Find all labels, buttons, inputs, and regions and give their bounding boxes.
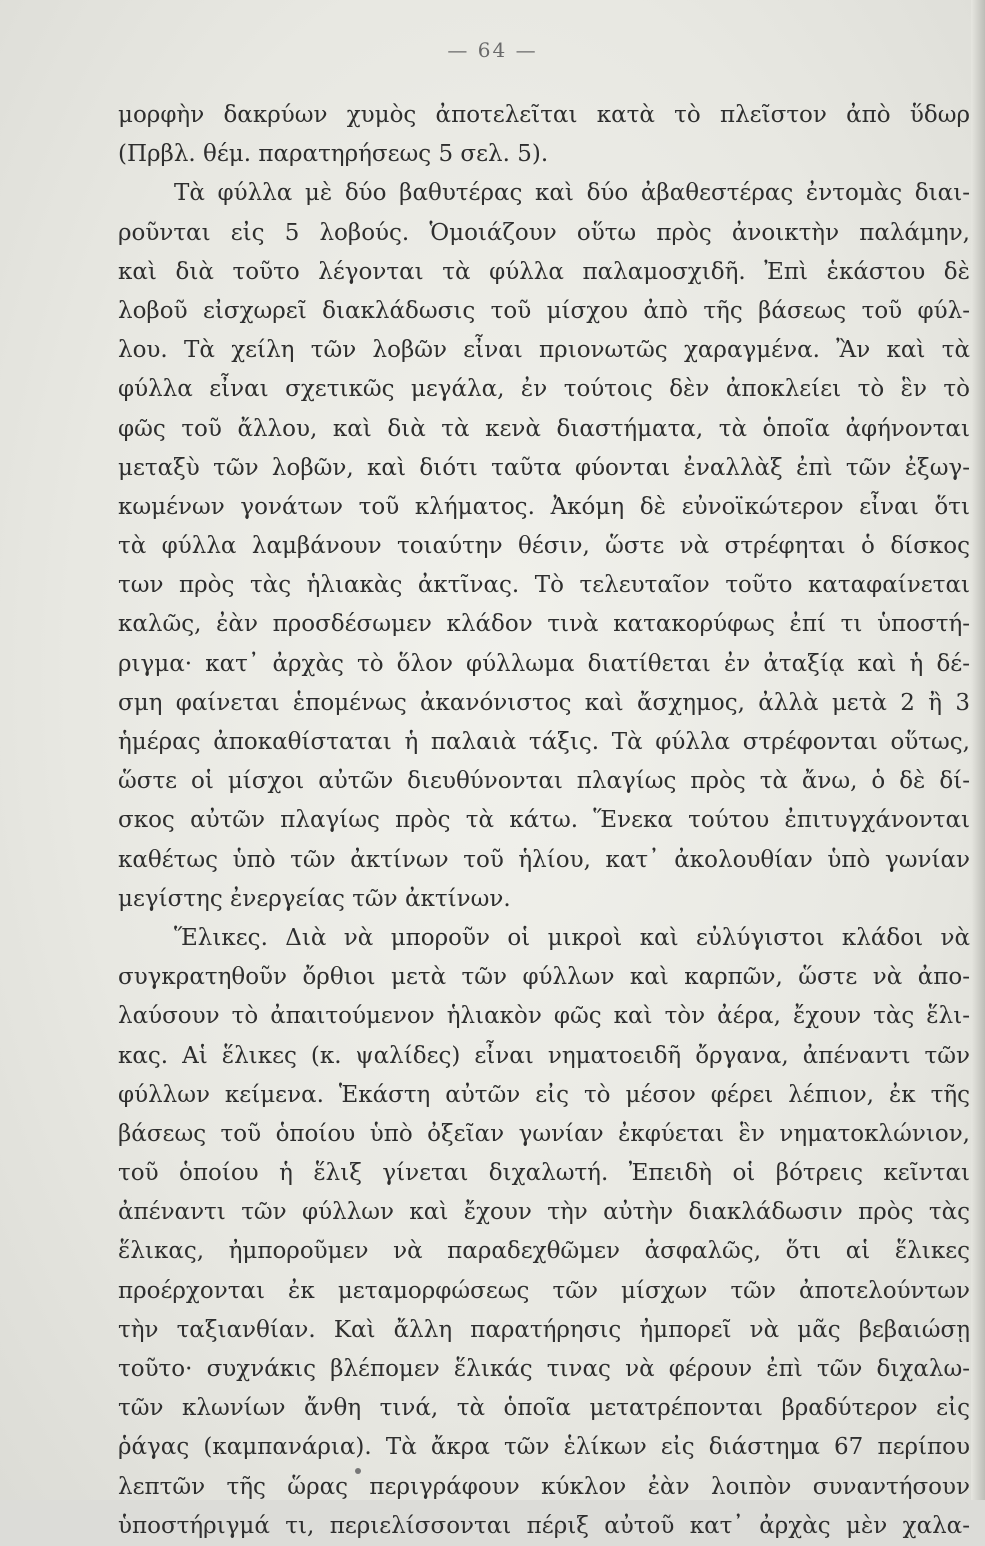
text-line: ὑποστήριγμά τι, περιελίσσονται πέριξ αὐτοῦ κατ᾽ ἀρχὰς μὲν χαλα-	[118, 1512, 970, 1539]
text-line: ἀπέναντι τῶν φύλλων καὶ ἔχουν τὴν αὐτὴν διακλάδωσιν πρὸς τὰς	[118, 1199, 970, 1226]
text-line: ὥστε οἱ μίσχοι αὐτῶν διευθύνονται πλαγίως πρὸς τὰ ἄνω, ὁ δὲ δί-	[118, 768, 970, 795]
text-line: τοῦτο· συχνάκις βλέπομεν ἕλικάς τινας νὰ φέρουν ἐπὶ τῶν διχαλω-	[118, 1356, 970, 1382]
text-line: λεπτῶν τῆς ὥρας περιγράφουν κύκλον ἐὰν λοιπὸν συναντήσουν	[118, 1473, 970, 1500]
text-line: τὴν ταξιανθίαν. Καὶ ἄλλη παρατήρησις ἠμπορεῖ νὰ μᾶς βεβαιώσῃ	[118, 1316, 970, 1343]
text-line: μορφὴν δακρύων χυμὸς ἀποτελεῖται κατὰ τὸ πλεῖστον ἀπὸ ὕδωρ	[118, 102, 970, 128]
text-line: κας. Αἱ ἕλικες (κ. ψαλίδες) εἶναι νηματοειδῆ ὄργανα, ἀπέναντι τῶν	[118, 1042, 970, 1069]
text-line: Ἕλικες. Διὰ νὰ μποροῦν οἱ μικροὶ καὶ εὐλύγιστοι κλάδοι νὰ	[174, 924, 970, 951]
body-text	[118, 96, 970, 1546]
text-line: σμη φαίνεται ἑπομένως ἀκανόνιστος καὶ ἄσχημος, ἀλλὰ μετὰ 2 ἢ 3	[118, 689, 970, 716]
text-line: τῶν κλωνίων ἄνθη τινά, τὰ ὁποῖα μετατρέπονται βραδύτερον εἰς	[118, 1395, 970, 1422]
text-line: τοῦ ὁποίου ἡ ἕλιξ γίνεται διχαλωτή. Ἐπειδὴ οἱ βότρεις κεῖνται	[118, 1160, 970, 1187]
text-line: προέρχονται ἐκ μεταμορφώσεως τῶν μίσχων τῶν ἀποτελούντων	[118, 1277, 970, 1304]
text-line: λου. Τὰ χείλη τῶν λοβῶν εἶναι πριονωτῶς χαραγμένα. Ἂν καὶ τὰ	[118, 337, 970, 364]
text-line: βάσεως τοῦ ὁποίου ὑπὸ ὀξεῖαν γωνίαν ἐκφύεται ἓν νηματοκλώνιον,	[118, 1120, 970, 1147]
text-line: ριγμα· κατ᾽ ἀρχὰς τὸ ὅλον φύλλωμα διατίθεται ἐν ἀταξίᾳ καὶ ἡ δέ-	[118, 650, 970, 677]
text-line: φῶς τοῦ ἄλλου, καὶ διὰ τὰ κενὰ διαστήματα, τὰ ὁποῖα ἀφήνονται	[118, 415, 970, 442]
text-line: φύλλα εἶναι σχετικῶς μεγάλα, ἐν τούτοις δὲν ἀποκλείει τὸ ἓν τὸ	[118, 376, 970, 403]
text-line: τὰ φύλλα λαμβάνουν τοιαύτην θέσιν, ὥστε νὰ στρέφηται ὁ δίσκος	[118, 533, 970, 560]
text-line: καθέτως ὑπὸ τῶν ἀκτίνων τοῦ ἡλίου, κατ᾽ ἀκολουθίαν ὑπὸ γωνίαν	[118, 846, 970, 873]
text-line: (Πρβλ. θέμ. παρατηρήσεως 5 σελ. 5).	[118, 141, 549, 168]
text-line: των πρὸς τὰς ἡλιακὰς ἀκτῖνας. Τὸ τελευταῖον τοῦτο καταφαίνεται	[118, 572, 970, 599]
text-line: φύλλων κείμενα. Ἑκάστη αὐτῶν εἰς τὸ μέσον φέρει λέπιον, ἐκ τῆς	[118, 1081, 970, 1108]
text-line: λοβοῦ εἰσχωρεῖ διακλάδωσις τοῦ μίσχου ἀπὸ τῆς βάσεως τοῦ φύλ-	[118, 297, 970, 324]
text-line: συγκρατηθοῦν ὄρθιοι μετὰ τῶν φύλλων καὶ καρπῶν, ὥστε νὰ ἀπο-	[118, 964, 970, 991]
text-line: σκος αὐτῶν πλαγίως πρὸς τὰ κάτω. Ἕνεκα τούτου ἐπιτυγχάνονται	[118, 807, 970, 834]
text-line: ἡμέρας ἀποκαθίσταται ἡ παλαιὰ τάξις. Τὰ φύλλα στρέφονται οὕτως,	[118, 729, 970, 755]
page-edge	[971, 0, 985, 1500]
text-line: λαύσουν τὸ ἀπαιτούμενον ἡλιακὸν φῶς καὶ τὸν ἀέρα, ἔχουν τὰς ἕλι-	[118, 1003, 970, 1030]
text-line: ροῦνται εἰς 5 λοβούς. Ὁμοιάζουν οὕτω πρὸς ἀνοικτὴν παλάμην,	[118, 219, 970, 246]
page-number: — 64 —	[447, 38, 538, 62]
text-line: ἕλικας, ἠμποροῦμεν νὰ παραδεχθῶμεν ἀσφαλῶς, ὅτι αἱ ἕλικες	[118, 1238, 970, 1265]
text-line: καλῶς, ἐὰν προσδέσωμεν κλάδον τινὰ κατακορύφως ἐπί τι ὑποστή-	[118, 611, 970, 638]
text-line: μεταξὺ τῶν λοβῶν, καὶ διότι ταῦτα φύονται ἐναλλὰξ ἐπὶ τῶν ἐξωγ-	[118, 454, 970, 481]
text-line: κωμένων γονάτων τοῦ κλήματος. Ἀκόμη δὲ εὐνοϊκώτερον εἶναι ὅτι	[118, 493, 970, 520]
text-line: καὶ διὰ τοῦτο λέγονται τὰ φύλλα παλαμοσχιδῆ. Ἐπὶ ἑκάστου δὲ	[118, 258, 970, 285]
text-line: ῥάγας (καμπανάρια). Τὰ ἄκρα τῶν ἑλίκων εἰς διάστημα 67 περίπου	[118, 1434, 970, 1461]
text-line: Τὰ φύλλα μὲ δύο βαθυτέρας καὶ δύο ἀβαθεστέρας ἐντομὰς διαι-	[174, 180, 970, 207]
text-line: μεγίστης ἐνεργείας τῶν ἀκτίνων.	[118, 885, 511, 912]
ink-spot	[355, 1468, 361, 1474]
